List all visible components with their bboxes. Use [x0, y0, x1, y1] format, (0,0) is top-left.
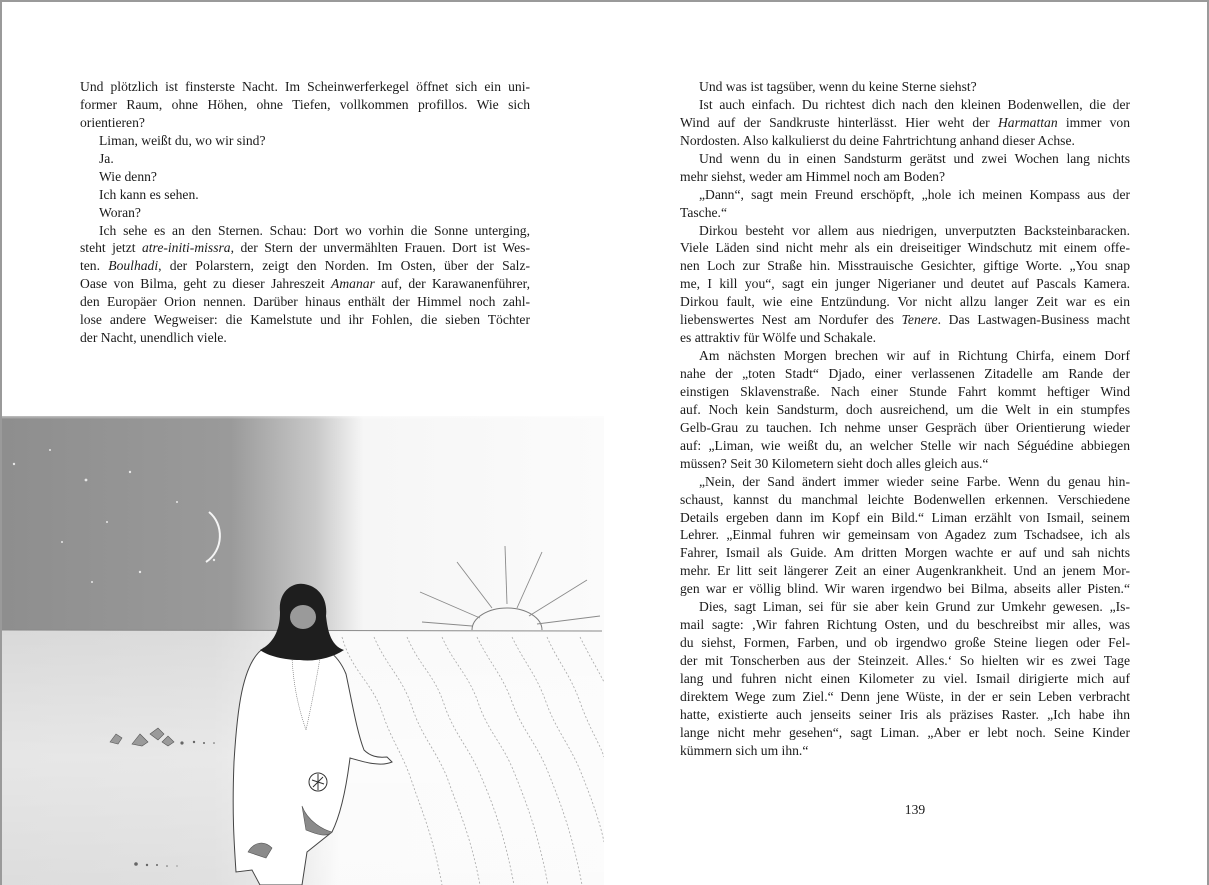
text-line: Ich kann es sehen. [99, 186, 199, 202]
text-line: lang und fuhren nicht einen Kilometer zu viel. Ismail dirigierte mich auf [680, 670, 1130, 686]
text-line: du siehst, Formen, Farben, und ob irgendwo große Steine liegen oder Fel- [680, 635, 1130, 651]
italic-term: atre-initi-missra [141, 240, 231, 256]
text-line: mail sagte: ‚Wir fahren Richtung Osten, und du beschreibst mir alles, was [680, 617, 1130, 633]
text-line [680, 311, 1130, 329]
text-line: der Nacht, unendlich viele. [80, 330, 227, 346]
text-line: einstigen Sklavenstraße. Nach einer Stunde Fahrt kommt heftiger Wind [680, 383, 1130, 399]
text-line: auf: „Liman, wie weißt du, an welcher Stelle wir nach Séguédine abbiegen [680, 437, 1130, 453]
text-line: nen Loch zur Straße hin. Misstrauische Gesichter, giftige Worte. „You snap [680, 258, 1130, 274]
text-line: es attraktiv für Wölfe und Schakale. [680, 330, 877, 346]
text-run: Wind auf der Sandkruste hinterlässt. Hier weht der [680, 114, 998, 130]
italic-term: Amanar [331, 276, 375, 292]
text-line: Und wenn du in einen Sandsturm gerätst und zwei Wochen lang nichts [699, 150, 1130, 166]
text-run: auf, der Karawanenführer, [374, 276, 530, 292]
text-line: „Dann“, sagt mein Freund erschöpft, „hole ich meinen Kompass aus der [699, 186, 1130, 202]
text-run: liebenswertes Nest am Nordufer des [680, 312, 902, 328]
text-line: Details ergeben dann im Kopf ein Bild.“ Liman erzählt von Ismail, seinem [680, 509, 1130, 525]
text-run: , der Polarstern, zeigt den Norden. Im Osten, über der Salz- [158, 258, 530, 274]
text-line: schaust, kannst du manchmal leichte Bodenwellen erkennen. Verschiedene [680, 491, 1130, 507]
text-line: Und plötzlich ist finsterste Nacht. Im Scheinwerferkegel öffnet sich ein uni- [80, 79, 530, 94]
text-run: Oase von Bilma, geht zu dieser Jahreszeit [80, 276, 332, 292]
text-line: orientieren? [80, 114, 145, 130]
text-line: gen war er völlig blind. Wir waren irgendwo bei Bilma, abseits aller Pisten.“ [680, 581, 1130, 597]
text-run: immer von [1057, 114, 1130, 130]
text-line: auf. Noch kein Sandsturm, doch ausreichend, um die Welt in ein stumpfes [680, 401, 1130, 417]
text-line: lose andere Wegweiser: die Kamelstute und ihr Fohlen, die sieben Töchter [80, 312, 530, 328]
text-line: lange nicht mehr gesehen“, sagt Liman. „Aber er lebt noch. Seine Kinder [680, 724, 1130, 740]
text-line: Gelb-Grau zu tauchen. Ich nehme unser Gespräch über Orientierung wieder [680, 419, 1130, 435]
page-number: 139 [904, 802, 926, 817]
italic-term: Harmattan [997, 114, 1058, 130]
text-line [80, 239, 530, 257]
text-line: Ja. [99, 150, 114, 166]
text-line: hatte, existierte auch jenseits seiner Iris als präzises Raster. „Ich habe ihn [680, 706, 1130, 722]
text-run: , der Stern der unvermählten Frauen. Dort ist Wes- [230, 240, 530, 256]
pencil-drawing-illustration [2, 412, 604, 885]
text-line: Lehrer. „Einmal fuhren wir gemeinsam von Agadez zum Tschadsee, ich als [680, 527, 1130, 543]
text-line: mehr. Er litt seit längerer Zeit an einer Augenkrankheit. Und an jenem Mor- [680, 563, 1130, 579]
text-line: me, I kill you“, sagt ein junger Nigerianer und deutet auf Pascals Kamera. [680, 276, 1130, 292]
left-page-text [80, 78, 530, 347]
text-line: Dirkou besteht vor allem aus niedrigen, unverputzten Backsteinbaracken. [699, 222, 1130, 238]
text-line: Dies, sagt Liman, sei für sie aber kein Grund zur Umkehr gewesen. „Is- [699, 599, 1130, 615]
page-border-top [0, 0, 1209, 2]
text-line: müssen? Seit 30 Kilometern sieht doch alles gleich aus.“ [680, 455, 989, 471]
text-line: former Raum, ohne Höhen, ohne Tiefen, vollkommen profillos. Wie sich [80, 96, 530, 112]
text-line [80, 275, 530, 293]
italic-term: Tenere [901, 312, 938, 328]
text-line: Ist auch einfach. Du richtest dich nach den kleinen Bodenwellen, die der [699, 96, 1130, 112]
text-line [80, 257, 530, 275]
text-line: Viele Läden sind nicht mehr als ein dreiseitiger Windschutz mit einem offe- [680, 240, 1130, 256]
text-line: Woran? [99, 204, 141, 220]
text-line: Liman, weißt du, wo wir sind? [99, 132, 266, 148]
text-line: Nordosten. Also kalkulierst du deine Fahrtrichtung anhand dieser Achse. [680, 132, 1075, 148]
text-line: „Nein, der Sand ändert immer wieder seine Farbe. Wenn du genau hin- [699, 473, 1130, 489]
text-run: steht jetzt [80, 240, 142, 256]
text-line: Dirkou fault, wie eine Entzündung. Vor nicht allzu langer Zeit war es ein [680, 294, 1130, 310]
text-line: Wie denn? [99, 168, 157, 184]
text-line: der mit Tonscherben aus der Steinzeit. Alles.‘ So hielten wir es zwei Tage [680, 653, 1130, 668]
text-line: Und was ist tagsüber, wenn du keine Sterne siehst? [699, 79, 977, 94]
text-line: den Europäer Orion nennen. Darüber hinaus enthält der Himmel noch zahl- [80, 294, 530, 310]
right-page-text [680, 78, 1130, 760]
tuareg-desert-drawing-icon [2, 412, 604, 885]
italic-term: Boulhadi [108, 258, 159, 274]
text-run: ten. [80, 258, 109, 274]
text-line: kümmern sich um ihn.“ [680, 742, 809, 758]
text-line: Ich sehe es an den Sternen. Schau: Dort wo vorhin die Sonne unterging, [99, 222, 530, 238]
text-line: Tasche.“ [680, 204, 727, 220]
text-line: mehr siehst, weder am Himmel noch am Boden? [680, 168, 946, 184]
text-line: nahe der „toten Stadt“ Djado, einer verlassenen Zitadelle am Rande der [680, 366, 1130, 381]
text-line: Am nächsten Morgen brechen wir auf in Richtung Chirfa, einem Dorf [699, 348, 1130, 364]
text-run: . Das Lastwagen-Business macht [937, 312, 1130, 328]
text-line: direktem Wege zum Ziel.“ Denn jene Wüste, in der er sein Leben verbracht [680, 688, 1130, 704]
text-line: Fahrer, Ismail als Guide. Am dritten Morgen wachte er auf und sah nichts [680, 545, 1130, 561]
text-line [680, 114, 1130, 132]
